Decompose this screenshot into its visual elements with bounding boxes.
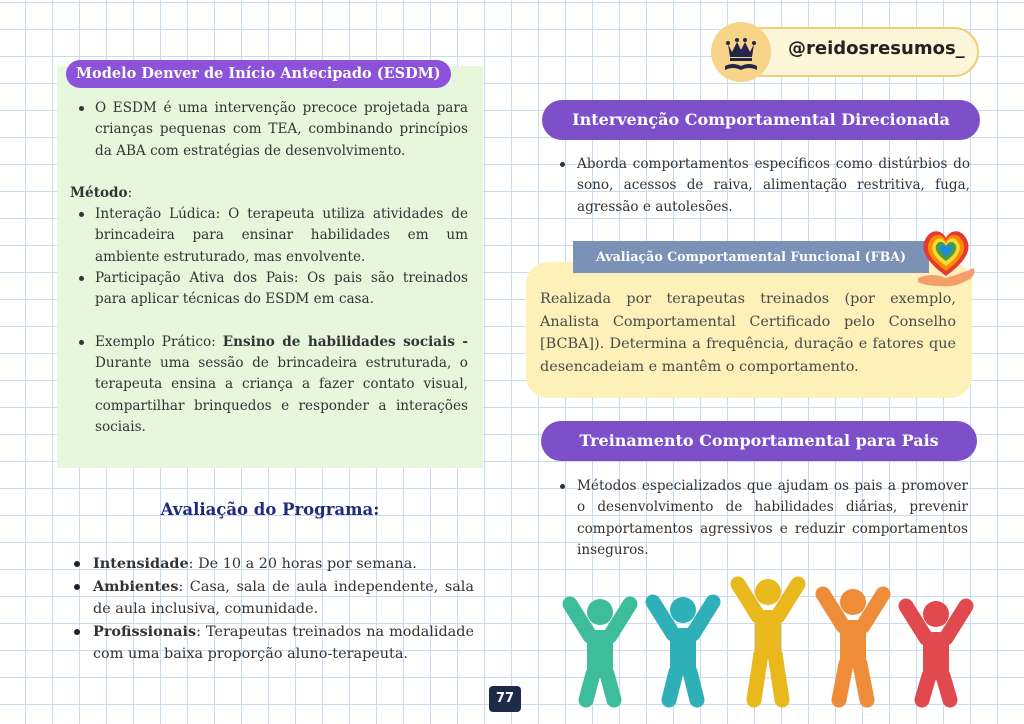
esdm-intro: O ESDM é uma intervenção precoce projetada para crianças pequenas com TEA, combinando princípios da ABA com estratégias de desenvolvimento. bbox=[70, 98, 468, 162]
rainbow-heart-hand-icon bbox=[912, 216, 980, 292]
method-item: Interação Lúdica: O terapeuta utiliza atividades de brincadeira para ensinar habilidades em um ambiente estruturado, mas envolvente. bbox=[70, 204, 468, 268]
program-item bbox=[70, 621, 474, 666]
program-item-text: : Terapeutas treinados na modalidade com uma baixa proporção aluno-terapeuta. bbox=[93, 623, 474, 662]
program-item-label: Ambientes bbox=[93, 577, 179, 595]
directed-intervention-list bbox=[558, 154, 970, 218]
method-label: Método bbox=[70, 184, 128, 201]
cheering-person-icon bbox=[823, 589, 883, 700]
cheering-person-icon bbox=[570, 599, 630, 700]
program-item-label: Profissionais bbox=[93, 622, 197, 640]
fba-title: Avaliação Comportamental Funcional (FBA) bbox=[573, 241, 929, 273]
crown-book-logo-icon bbox=[711, 22, 771, 82]
program-item bbox=[70, 576, 474, 621]
program-item-text: : De 10 a 20 horas por semana. bbox=[188, 556, 417, 572]
cheering-person-icon bbox=[653, 597, 713, 700]
fba-text: Realizada por terapeutas treinados (por exemplo, Analista Comportamental Certificado pelo Conselho [BCBA]). Determina a frequência, duração e fatores que desencadeiam e mantêm o comportamento. bbox=[540, 291, 956, 375]
example-bold: Ensino de habilidades sociais - bbox=[222, 333, 468, 350]
example-text: Durante uma sessão de brincadeira estruturada, o terapeuta ensina a criança a fazer contato visual, compartilhar brinquedos e responder a interações sociais. bbox=[95, 354, 468, 435]
practical-example bbox=[70, 332, 468, 438]
page-number: 77 bbox=[489, 686, 521, 712]
handle-text: @reidosresumos_ bbox=[788, 38, 965, 59]
esdm-body bbox=[70, 98, 468, 438]
example-prefix: Exemplo Prático: bbox=[95, 333, 223, 350]
cheering-person-icon bbox=[738, 579, 798, 700]
program-item-label: Intensidade bbox=[93, 555, 189, 572]
program-item-text: : Casa, sala de aula independente, sala de aula inclusiva, comunidade. bbox=[93, 578, 474, 617]
cheering-people-illustration bbox=[558, 572, 978, 712]
program-title: Avaliação do Programa: bbox=[160, 500, 380, 519]
parent-training-text: Métodos especializados que ajudam os pais a promover o desenvolvimento de habilidades diárias, prevenir comportamentos agressivos e reduzir comportamentos inseguros. bbox=[558, 476, 968, 562]
cheering-person-icon bbox=[906, 601, 966, 700]
method-heading bbox=[70, 183, 468, 204]
program-item bbox=[70, 553, 474, 576]
directed-intervention-text: Aborda comportamentos específicos como distúrbios do sono, acessos de raiva, alimentação restritiva, fuga, agressão e autolesões. bbox=[558, 154, 970, 218]
esdm-title: Modelo Denver de Início Antecipado (ESDM) bbox=[66, 60, 451, 88]
method-colon: : bbox=[127, 184, 133, 201]
program-list bbox=[70, 553, 474, 666]
parent-training-list bbox=[558, 476, 968, 562]
directed-intervention-title: Intervenção Comportamental Direcionada bbox=[542, 100, 980, 140]
parent-training-title: Treinamento Comportamental para Pais bbox=[541, 421, 977, 461]
method-item: Participação Ativa dos Pais: Os pais são treinados para aplicar técnicas do ESDM em casa. bbox=[70, 268, 468, 311]
